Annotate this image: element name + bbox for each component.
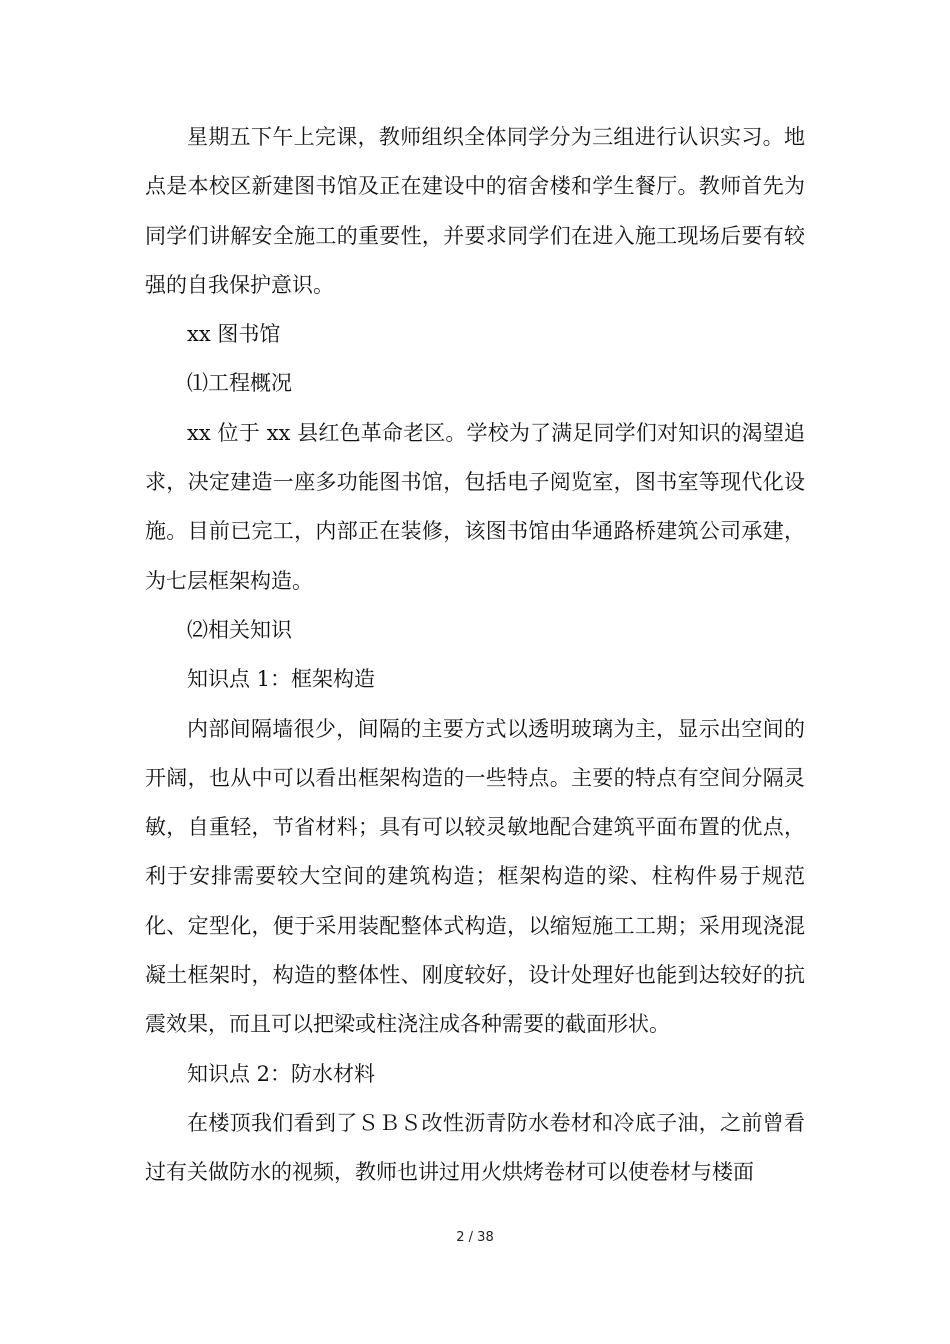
page-number: 2 / 38: [456, 1230, 494, 1245]
knowledge-point-1-heading: 知识点 1：框架构造: [187, 667, 376, 692]
subheading-project-overview: ⑴工程概况: [187, 371, 292, 396]
frame-structure-paragraph: 内部间隔墙很少，间隔的主要方式以透明玻璃为主，显示出空间的开阔，也从中可以看出框架构造的一些特点。主要的特点有空间分隔灵敏，自重轻，节省材料；具有可以较灵敏地配合建筑平面布置的优点，利于安排需要较大空间的建筑构造；框架构造的梁、柱构件易于规范化、定型化，便于采用装配整体式构造，以缩短施工工期；采用现浇混凝土框架时，构造的整体性、刚度较好，设计处理好也能到达较好的抗震效果，而且可以把梁或柱浇注成各种需要的截面形状。: [145, 716, 805, 1037]
project-overview-paragraph: xx 位于 xx 县红色革命老区。学校为了满足同学们对知识的渴望追求，决定建造一座多功能图书馆，包括电子阅览室，图书室等现代化设施。目前已完工，内部正在装修，该图书馆由华通路桥建筑公司承建，为七层框架构造。: [145, 420, 805, 593]
section-heading-library: xx 图书馆: [187, 322, 281, 347]
waterproof-material-paragraph: 在楼顶我们看到了ＳＢＳ改性沥青防水卷材和冷底子油，之前曾看过有关做防水的视频，教师也讲过用火烘烤卷材可以使卷材与楼面: [145, 1110, 805, 1185]
knowledge-point-2-heading: 知识点 2：防水材料: [187, 1061, 376, 1086]
document-body: [145, 113, 805, 1198]
subheading-related-knowledge: ⑵相关知识: [187, 617, 292, 642]
intro-paragraph: 星期五下午上完课，教师组织全体同学分为三组进行认识实习。地点是本校区新建图书馆及正在建设中的宿舍楼和学生餐厅。教师首先为同学们讲解安全施工的重要性，并要求同学们在进入施工现场后要有较强的自我保护意识。: [145, 125, 805, 297]
